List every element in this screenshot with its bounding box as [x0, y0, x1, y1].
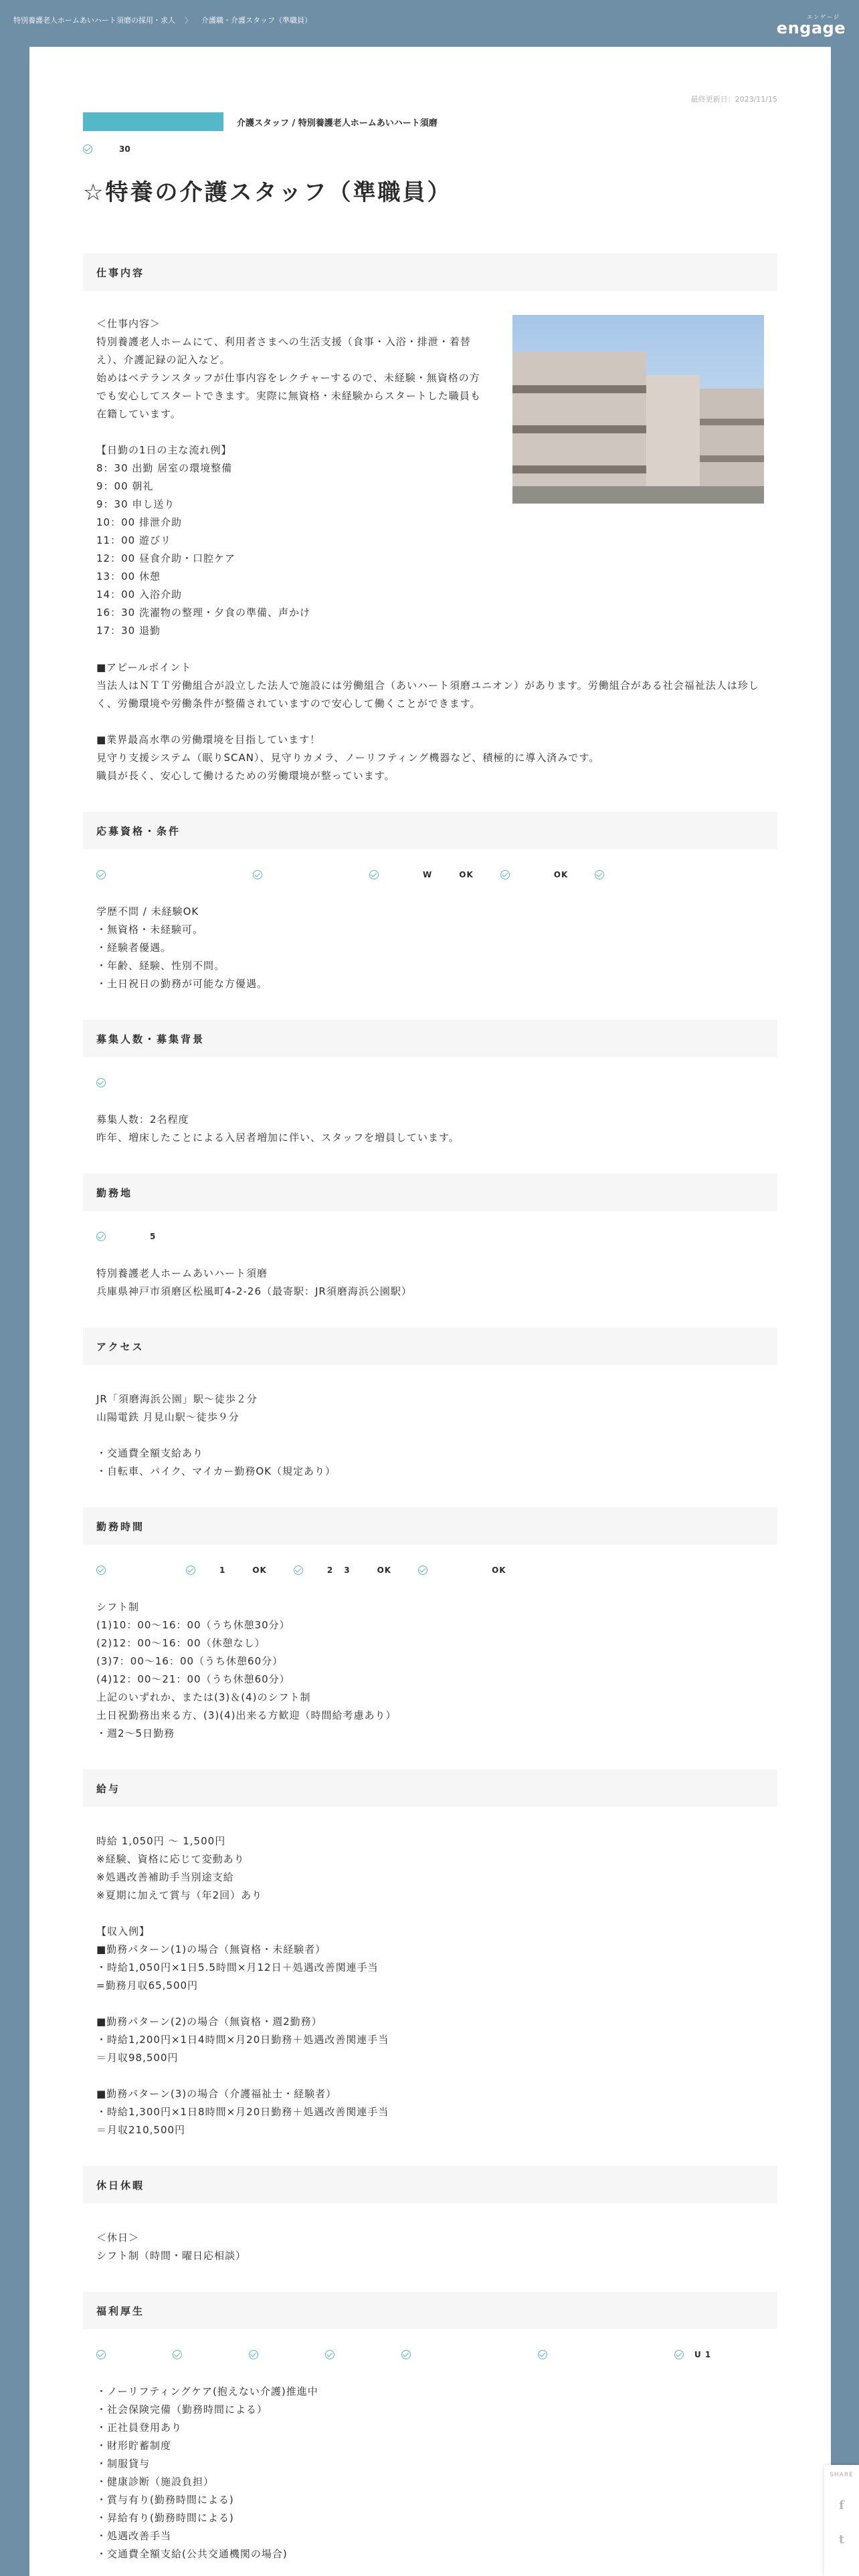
job-meta-row: [83, 144, 777, 154]
breadcrumb-separator: 〉: [185, 16, 192, 25]
share-panel: [824, 2465, 859, 2576]
check-icon: [538, 2350, 547, 2359]
breadcrumb-company-link[interactable]: 特別養護老人ホームあいハート須磨の採用・求人: [13, 16, 175, 25]
recruit-tags: [96, 1069, 764, 1096]
tag-label: OK: [252, 1565, 267, 1575]
hours-tags: [96, 1557, 764, 1584]
section-heading: 仕事内容: [83, 253, 777, 291]
tag-label: 3: [344, 1565, 351, 1575]
check-icon: [500, 870, 510, 879]
tag-label: OK: [492, 1565, 506, 1575]
section-heading: 給与: [83, 1769, 777, 1807]
section-benefits: [83, 2292, 777, 2563]
check-icon: [418, 1566, 427, 1575]
check-icon: [325, 2350, 335, 2359]
tag-label: OK: [459, 869, 474, 879]
tag-label: OK: [553, 869, 569, 879]
engage-logo[interactable]: [777, 15, 846, 36]
company-line: 介護スタッフ / 特別養護老人ホームあいハート須磨: [237, 118, 438, 128]
location-tags: [96, 1223, 764, 1250]
hours-body: シフト制 (1)10：00〜16：00（うち休憩30分） (2)12：00〜16：00（休憩なし） (3)7：00〜16：00（うち休憩60分） (4)12：00〜21：00（うち休憩60分） 上記のいずれか、または(3)＆(4)のシフト制 土日祝勤務出来る方、(3)(4)出来る方歓迎（時間給考慮あり） ・週2〜5日勤務: [96, 1601, 397, 1739]
section-heading: 応募資格・条件: [83, 812, 777, 849]
section-heading: 募集人数・募集背景: [83, 1020, 777, 1057]
check-icon: [96, 1232, 106, 1241]
check-icon: [83, 144, 92, 154]
building-band: [512, 385, 646, 393]
tag-label: U 1: [694, 2349, 712, 2359]
section-heading: 勤務時間: [83, 1507, 777, 1545]
check-icon: [369, 870, 379, 879]
section-access: [83, 1327, 777, 1481]
benefits-body: ・ノーリフティングケア(抱えない介護)推進中 ・社会保険完備（勤務時間による） ・正社員登用あり ・財形貯蓄制度 ・制服貸与 ・健康診断（施設負担） ・賞与有り(勤務時間による) ・昇給有り(勤務時間による) ・処遇改善手当 ・交通費全額支給(公共交通機関の場合): [96, 2385, 318, 2560]
tag-label: 2: [326, 1565, 334, 1575]
tag-label: 5: [150, 1231, 157, 1241]
check-icon: [96, 1078, 106, 1087]
requirement-tags: [96, 861, 764, 888]
breadcrumb-current: 介護職・介護スタッフ（準職員）: [201, 16, 312, 25]
section-requirements: [83, 812, 777, 993]
section-heading: 休日休暇: [83, 2166, 777, 2204]
check-icon: [249, 2350, 258, 2359]
section-hours: [83, 1507, 777, 1743]
building-band: [512, 465, 646, 473]
tag-label: W: [423, 869, 433, 879]
check-icon: [401, 2350, 411, 2359]
top-bar: [0, 0, 859, 47]
breadcrumb: [13, 15, 312, 25]
building-band: [700, 455, 764, 462]
job-content-intro: ＜仕事内容＞ 特別養護老人ホームにて、利用者さまへの生活支援（食事・入浴・排泄・着替え）、介護記録の記入など。 始めはベテランスタッフが仕事内容をレクチャーするので、未経験・無資格の方でも安心してスタートできます。実際に無資格・未経験からスタートした職員も在籍しています。 【日勤の1日の主な流れ例】 8：30 出勤 居室の環境整備 9：00 朝礼 9：30 申し送り 10：00 排泄介助 11：00 遊びリ 12：00 昼食介助・口腔ケア 13：00 休憩 14：00 入浴介助 16：30 洗濯物の整理・夕食の準備、声かけ 17：30 退勤: [96, 318, 481, 637]
job-card: [29, 47, 831, 2576]
section-recruit: [83, 1020, 777, 1147]
building-left-shape: [512, 352, 646, 499]
section-salary: [83, 1769, 777, 2139]
tag-label: OK: [377, 1565, 392, 1575]
check-icon: [595, 870, 604, 879]
check-icon: [96, 2350, 106, 2359]
check-icon: [96, 1566, 106, 1575]
job-title: ☆特養の介護スタッフ（準職員）: [83, 179, 452, 206]
check-icon: [294, 1566, 303, 1575]
brand-kana: エンゲージ: [807, 14, 840, 20]
ground-shape: [512, 486, 764, 504]
holiday-body: ＜休日＞ シフト制（時間・曜日応相談）: [96, 2232, 247, 2262]
building-band: [700, 419, 764, 425]
company-row: [83, 112, 777, 131]
tag-label: 1: [219, 1565, 226, 1575]
building-right-shape: [700, 389, 764, 502]
share-label: SHARE: [830, 2472, 854, 2478]
facebook-icon[interactable]: f: [839, 2498, 844, 2512]
twitter-icon[interactable]: t: [838, 2533, 845, 2547]
brand-logo-text: engage: [776, 19, 846, 37]
section-heading: アクセス: [83, 1327, 777, 1365]
check-icon: [253, 870, 262, 879]
check-icon: [96, 870, 106, 879]
last-updated: 最終更新日：2023/11/15: [690, 95, 777, 104]
section-heading: 勤務地: [83, 1174, 777, 1211]
company-logo-bar: [83, 112, 223, 131]
building-center-shape: [646, 375, 700, 502]
check-icon: [173, 2350, 182, 2359]
location-body: 特別養護老人ホームあいハート須磨 兵庫県神戸市須磨区松風町4-2-26（最寄駅：JR須磨海浜公園駅）: [96, 1267, 412, 1297]
check-icon: [674, 2350, 684, 2359]
access-body: JR「須磨海浜公園」駅～徒歩２分 山陽電鉄 月見山駅～徒歩９分 ・交通費全額支給あり ・自転車、バイク、マイカー勤務OK（規定あり）: [96, 1393, 336, 1477]
facility-photo: [512, 315, 764, 504]
benefit-tags: [96, 2341, 764, 2368]
recruit-body: 募集人数：2名程度 昨年、増床したことによる入居者増加に伴い、スタッフを増員しています。: [96, 1113, 460, 1144]
section-heading: 福利厚生: [83, 2292, 777, 2329]
building-band: [512, 425, 646, 433]
job-content-appeal: ■アピールポイント 当法人はＮＴＴ労働組合が設立した法人で施設には労働組合（あいハート須磨ユニオン）があります。労働組合がある社会福祉法人は珍しく、労働環境や労働条件が整備されていますので安心して働くことができます。 ■業界最高水準の労働環境を目指しています！ 見守り支援システム（眠りSCAN）、見守りカメラ、ノーリフティング機器など、積極的に導入済みです。 職員が長く、安心して働けるための労働環境が整っています。: [96, 661, 759, 782]
views-value: 30: [119, 144, 130, 154]
check-icon: [186, 1566, 195, 1575]
section-location: [83, 1174, 777, 1301]
requirements-body: 学歴不問 / 未経験OK ・無資格・未経験可。 ・経験者優遇。 ・年齢、経験、性別不問。 ・土日祝日の勤務が可能な方優遇。: [96, 905, 268, 990]
salary-body: 時給 1,050円 〜 1,500円 ※経験、資格に応じて変動あり ※処遇改善補助手当別途支給 ※夏期に加えて賞与（年2回）あり 【収入例】 ■勤務パターン(1)の場合（無資格・未経験者） ・時給1,050円×1日5.5時間×月12日＋処遇改善関連手当 =勤務月収65,500円 ■勤務パターン(2)の場合（無資格・週2勤務） ・時給1,200円×1日4時間×月20日勤務＋処遇改善関連手当 ＝月収98,500円 ■勤務パターン(3)の場合（介護福祉士・経験者） ・時給1,300円×1日8時間×月20日勤務＋処遇改善関連手当 ＝月収210,500円: [96, 1835, 389, 2136]
section-holiday: [83, 2166, 777, 2265]
section-job-content: [83, 253, 777, 785]
